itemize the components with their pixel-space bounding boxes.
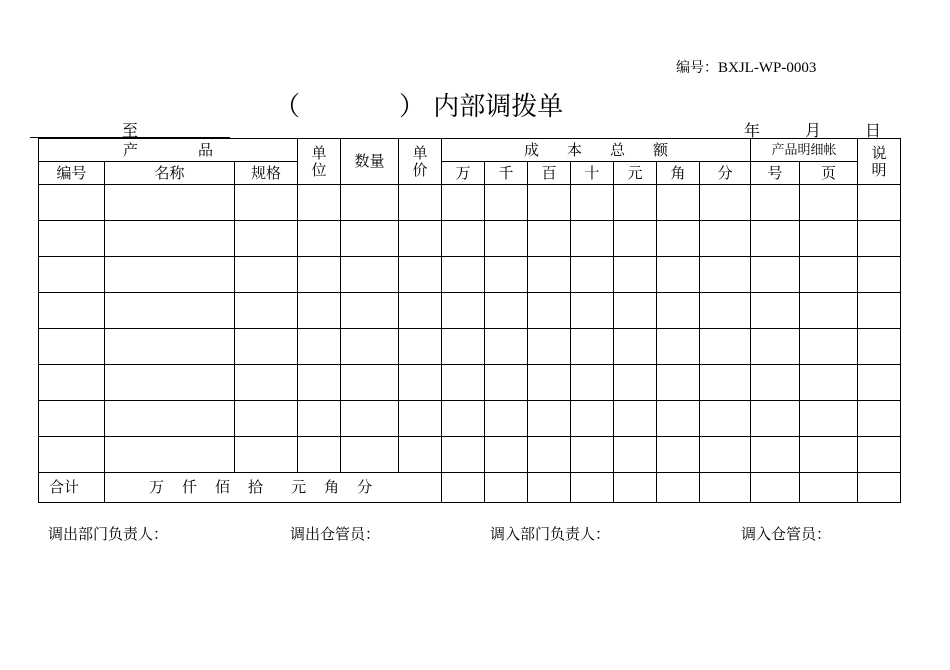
table-cell[interactable] — [571, 401, 614, 437]
table-cell[interactable] — [858, 401, 901, 437]
table-cell[interactable] — [235, 401, 298, 437]
table-cell[interactable] — [858, 365, 901, 401]
table-cell[interactable] — [657, 185, 700, 221]
table-cell[interactable] — [751, 437, 800, 473]
table-cell[interactable] — [235, 293, 298, 329]
table-cell[interactable] — [614, 329, 657, 365]
table-cell[interactable] — [800, 257, 858, 293]
table-cell[interactable] — [399, 401, 442, 437]
table-cell[interactable] — [858, 257, 901, 293]
total-cell[interactable] — [657, 473, 700, 503]
total-cell[interactable] — [442, 473, 485, 503]
total-row — [39, 473, 901, 503]
table-cell[interactable] — [700, 293, 751, 329]
table-cell[interactable] — [751, 365, 800, 401]
table-cell[interactable] — [485, 257, 528, 293]
table-cell[interactable] — [571, 437, 614, 473]
table-cell[interactable] — [442, 401, 485, 437]
table-cell[interactable] — [105, 329, 235, 365]
table-cell[interactable] — [751, 221, 800, 257]
table-cell[interactable] — [485, 329, 528, 365]
table-cell[interactable] — [657, 437, 700, 473]
date-month-label: 月 — [805, 121, 822, 140]
table-cell[interactable] — [528, 365, 571, 401]
table-cell[interactable] — [442, 221, 485, 257]
table-cell[interactable] — [105, 221, 235, 257]
table-cell[interactable] — [399, 329, 442, 365]
table-cell[interactable] — [858, 329, 901, 365]
table-cell[interactable] — [614, 365, 657, 401]
ledger-header: 产品明细帐 — [751, 139, 858, 162]
table-cell[interactable] — [105, 437, 235, 473]
title-paren-close: ） — [399, 92, 426, 122]
table-cell[interactable] — [700, 329, 751, 365]
table-cell[interactable] — [298, 365, 341, 401]
table-cell[interactable] — [657, 401, 700, 437]
table-cell[interactable] — [528, 329, 571, 365]
document-number-label: 编号： — [676, 60, 718, 76]
table-cell[interactable] — [235, 257, 298, 293]
table-cell[interactable] — [399, 293, 442, 329]
title-paren-open: （ — [274, 92, 301, 122]
unit-price-header: 单 价 — [399, 139, 442, 185]
table-cell[interactable] — [800, 185, 858, 221]
col-spec-header: 规格 — [235, 162, 298, 185]
table-body — [39, 185, 901, 473]
table-cell[interactable] — [751, 293, 800, 329]
table-cell[interactable] — [800, 365, 858, 401]
table-cell[interactable] — [399, 365, 442, 401]
total-cell[interactable] — [800, 473, 858, 503]
table-cell[interactable] — [341, 221, 399, 257]
table-cell[interactable] — [800, 221, 858, 257]
table-cell[interactable] — [399, 257, 442, 293]
table-cell[interactable] — [298, 329, 341, 365]
table-cell[interactable] — [485, 293, 528, 329]
total-cell[interactable] — [700, 473, 751, 503]
table-cell[interactable] — [800, 329, 858, 365]
col-number-header: 编号 — [39, 162, 105, 185]
table-cell[interactable] — [105, 365, 235, 401]
table-cell[interactable] — [485, 437, 528, 473]
table-cell[interactable] — [39, 401, 105, 437]
table-row — [39, 365, 901, 401]
document-number-code: BXJL-WP-0003 — [718, 60, 817, 76]
table-cell[interactable] — [751, 401, 800, 437]
in-dept-signature-label: 调入部门负责人： — [490, 525, 611, 543]
col-jiao-header: 角 — [657, 162, 700, 185]
table-cell[interactable] — [235, 365, 298, 401]
table-row — [39, 221, 901, 257]
table-cell[interactable] — [235, 437, 298, 473]
table-cell[interactable] — [341, 329, 399, 365]
table-cell[interactable] — [528, 293, 571, 329]
total-cell[interactable] — [528, 473, 571, 503]
table-cell[interactable] — [528, 221, 571, 257]
col-fen-header: 分 — [700, 162, 751, 185]
col-bai-header: 百 — [528, 162, 571, 185]
total-cell[interactable] — [751, 473, 800, 503]
col-yuan-header: 元 — [614, 162, 657, 185]
table-cell[interactable] — [700, 257, 751, 293]
table-cell[interactable] — [800, 401, 858, 437]
table-cell[interactable] — [341, 401, 399, 437]
total-amount-words[interactable]: 万 仟 佰 拾 元 角 分 — [105, 473, 442, 503]
table-cell[interactable] — [800, 293, 858, 329]
cost-total-header: 成 本 总 额 — [442, 139, 751, 162]
table-cell[interactable] — [751, 329, 800, 365]
table-cell[interactable] — [657, 221, 700, 257]
col-name-header: 名称 — [105, 162, 235, 185]
table-cell[interactable] — [858, 293, 901, 329]
total-cell[interactable] — [485, 473, 528, 503]
total-cell[interactable] — [858, 473, 901, 503]
date-day-label: 日 — [865, 121, 882, 140]
table-cell[interactable] — [528, 185, 571, 221]
table-cell[interactable] — [485, 221, 528, 257]
table-cell[interactable] — [341, 293, 399, 329]
table-cell[interactable] — [399, 185, 442, 221]
table-cell[interactable] — [700, 401, 751, 437]
table-cell[interactable] — [751, 185, 800, 221]
table-row — [39, 437, 901, 473]
table-cell[interactable] — [700, 365, 751, 401]
total-cell[interactable] — [571, 473, 614, 503]
table-cell[interactable] — [298, 185, 341, 221]
table-cell[interactable] — [39, 437, 105, 473]
table-cell[interactable] — [528, 401, 571, 437]
table-cell[interactable] — [700, 437, 751, 473]
table-cell[interactable] — [700, 221, 751, 257]
table-cell[interactable] — [341, 185, 399, 221]
table-cell[interactable] — [858, 437, 901, 473]
table-cell[interactable] — [341, 365, 399, 401]
table-cell[interactable] — [399, 437, 442, 473]
table-cell[interactable] — [858, 185, 901, 221]
col-ledger-page-header: 页 — [800, 162, 858, 185]
table-cell[interactable] — [235, 221, 298, 257]
date-year-label: 年 — [744, 121, 761, 140]
table-cell[interactable] — [657, 329, 700, 365]
table-cell[interactable] — [571, 221, 614, 257]
total-cell[interactable] — [614, 473, 657, 503]
table-cell[interactable] — [751, 257, 800, 293]
table-cell[interactable] — [235, 185, 298, 221]
table-cell[interactable] — [442, 365, 485, 401]
table-cell[interactable] — [571, 185, 614, 221]
table-cell[interactable] — [399, 221, 442, 257]
unit-header: 单 位 — [298, 139, 341, 185]
product-group-header: 产 品 — [39, 139, 298, 162]
out-dept-signature-label: 调出部门负责人： — [48, 525, 169, 543]
col-ledger-no-header: 号 — [751, 162, 800, 185]
table-cell[interactable] — [39, 329, 105, 365]
quantity-header: 数量 — [341, 139, 399, 185]
table-cell[interactable] — [442, 437, 485, 473]
table-cell[interactable] — [39, 365, 105, 401]
table-cell[interactable] — [105, 185, 235, 221]
table-cell[interactable] — [235, 329, 298, 365]
destination-label: 至 — [122, 121, 139, 140]
table-cell[interactable] — [700, 185, 751, 221]
table-cell[interactable] — [298, 401, 341, 437]
table-cell[interactable] — [298, 221, 341, 257]
table-cell[interactable] — [614, 257, 657, 293]
table-cell[interactable] — [341, 257, 399, 293]
table-cell[interactable] — [105, 257, 235, 293]
out-keeper-signature-label: 调出仓管员： — [290, 525, 381, 543]
table-cell[interactable] — [298, 437, 341, 473]
table-cell[interactable] — [298, 293, 341, 329]
table-cell[interactable] — [442, 257, 485, 293]
table-cell[interactable] — [614, 221, 657, 257]
table-row — [39, 401, 901, 437]
table-row — [39, 293, 901, 329]
form-title — [274, 86, 563, 123]
table-cell[interactable] — [657, 257, 700, 293]
table-cell[interactable] — [39, 293, 105, 329]
table-cell[interactable] — [657, 293, 700, 329]
table-cell[interactable] — [485, 365, 528, 401]
table-row — [39, 329, 901, 365]
table-cell[interactable] — [657, 365, 700, 401]
table-cell[interactable] — [442, 185, 485, 221]
table-cell[interactable] — [442, 293, 485, 329]
table-cell[interactable] — [485, 185, 528, 221]
table-row — [39, 257, 901, 293]
table-cell[interactable] — [571, 257, 614, 293]
table-cell[interactable] — [442, 329, 485, 365]
table-cell[interactable] — [571, 365, 614, 401]
table-cell[interactable] — [105, 293, 235, 329]
table-cell[interactable] — [528, 257, 571, 293]
document-number — [676, 57, 816, 77]
col-wan-header: 万 — [442, 162, 485, 185]
table-cell[interactable] — [39, 185, 105, 221]
in-keeper-signature-label: 调入仓管员： — [741, 525, 832, 543]
table-cell[interactable] — [39, 257, 105, 293]
table-cell[interactable] — [105, 401, 235, 437]
table-cell[interactable] — [614, 185, 657, 221]
table-cell[interactable] — [571, 329, 614, 365]
table-row — [39, 185, 901, 221]
table-cell[interactable] — [614, 437, 657, 473]
total-label: 合计 — [39, 473, 105, 503]
table-cell[interactable] — [800, 437, 858, 473]
title-text: 内部调拨单 — [433, 92, 564, 122]
note-header: 说 明 — [858, 139, 901, 185]
table-cell[interactable] — [39, 221, 105, 257]
transfer-table — [38, 138, 901, 503]
table-cell[interactable] — [528, 437, 571, 473]
table-cell[interactable] — [614, 293, 657, 329]
col-qian-header: 千 — [485, 162, 528, 185]
table-cell[interactable] — [298, 257, 341, 293]
table-cell[interactable] — [614, 401, 657, 437]
table-cell[interactable] — [571, 293, 614, 329]
table-cell[interactable] — [858, 221, 901, 257]
table-cell[interactable] — [485, 401, 528, 437]
col-shi-header: 十 — [571, 162, 614, 185]
table-cell[interactable] — [341, 437, 399, 473]
